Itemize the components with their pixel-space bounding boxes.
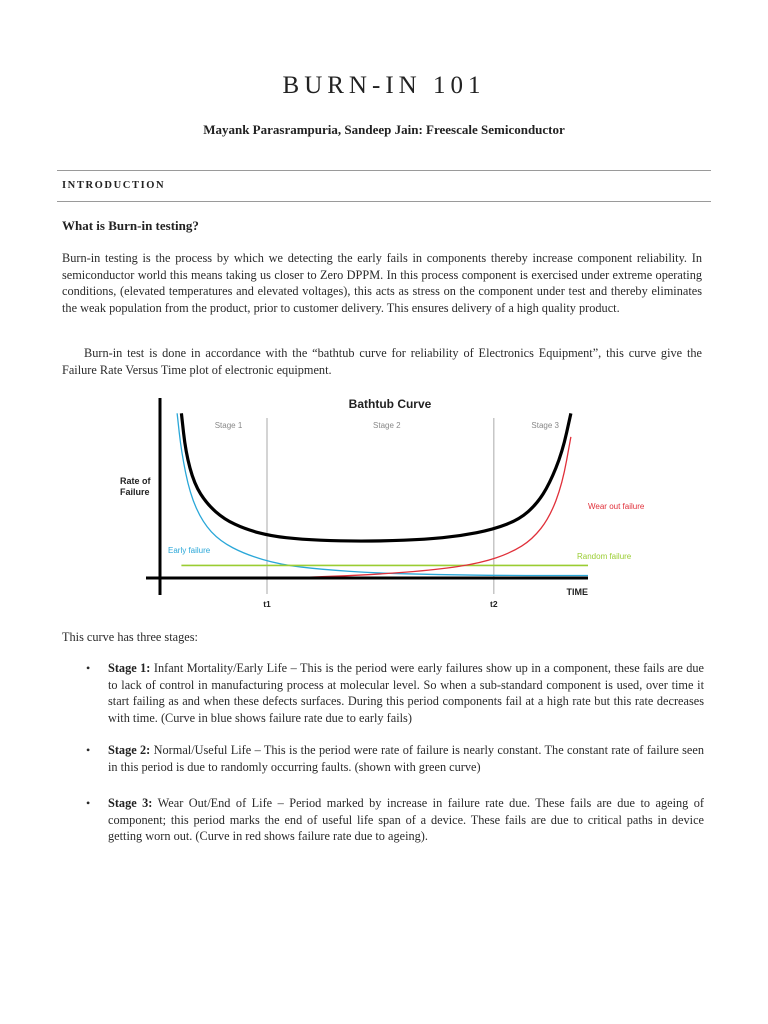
stage-text: [108, 660, 704, 726]
paragraph-bathtub: Burn-in test is done in accordance with the “bathtub curve for reliability of Electronics Equipment”, this curve give the Failure Rate Versus Time plot of electronic equipment.: [62, 346, 702, 377]
y-axis-label-line2: Failure: [120, 487, 150, 497]
stage-description: Wear Out/End of Life – Period marked by increase in failure rate due. These fails are due to ageing of component; this period marks the end of useful life span of a device. These fails are due to critical paths in device getting worn out. (Curve in red shows failure rate due to ageing).: [108, 796, 705, 844]
stage-description: Normal/Useful Life – This is the period were rate of failure is nearly constant. The constant rate of failure seen in this period is due to randomly occurring faults. (shown with green curve): [108, 743, 704, 774]
x-tick-label: t1: [263, 599, 271, 609]
stage-description: Infant Mortality/Early Life – This is the period were early failures show up in a component, these fails are due to lack of control in manufacturing process at molecular level. So when a sub-standard component is used, over time it start failing as and when these defects surfaces. During this period components fail at a high rate but this rate decreases with time. (Curve in blue shows failure rate due to early fails): [108, 661, 704, 725]
bathtub-chart: [110, 390, 645, 615]
series-label-wear-out-failure: Wear out failure: [588, 502, 645, 511]
document-title: BURN-IN 101: [282, 72, 486, 99]
stage-text: [108, 742, 704, 775]
stage-label: Stage 1:: [108, 661, 151, 675]
paragraph-intro: Burn-in testing is the process by which we detecting the early fails in components thereby increase component reliability. In semiconductor world this means taking us closer to Zero DPPM. In this process component is exercised under extreme operating conditions, (elevated temperatures and elevated voltages), this acts as stress on the component under test and thereby eliminates the weak population from the product, prior to customer delivery. This ensures delivery of a high quality product.: [62, 251, 702, 315]
stage-label-2: Stage 2: [373, 421, 401, 430]
early-failure-curve: [177, 413, 588, 575]
stage-label: Stage 3:: [108, 796, 153, 810]
stages-intro: This curve has three stages:: [62, 630, 198, 644]
bullet-icon: •: [86, 661, 91, 675]
subheading: What is Burn-in testing?: [62, 218, 199, 233]
total-failure-curve: [181, 413, 570, 541]
stage-text: [108, 795, 704, 845]
stage-label: Stage 2:: [108, 743, 151, 757]
section-rule-top: [57, 170, 711, 171]
series-label-random-failure: Random failure: [577, 552, 632, 561]
chart-title: Bathtub Curve: [348, 397, 432, 411]
y-axis-label-line1: Rate of: [120, 476, 151, 486]
wear-out-failure-curve: [288, 437, 570, 578]
bullet-icon: •: [86, 743, 91, 757]
stage-label-3: Stage 3: [531, 421, 559, 430]
series-label-early-failure: Early failure: [168, 546, 211, 555]
section-heading: INTRODUCTION: [62, 180, 166, 191]
x-tick-label: t2: [490, 599, 498, 609]
section-rule-bottom: [57, 201, 711, 202]
stage-label-1: Stage 1: [214, 421, 243, 430]
bullet-icon: •: [86, 796, 91, 810]
document-authors: Mayank Parasrampuria, Sandeep Jain: Freescale Semiconductor: [203, 122, 565, 137]
x-axis-label: TIME: [566, 587, 588, 597]
